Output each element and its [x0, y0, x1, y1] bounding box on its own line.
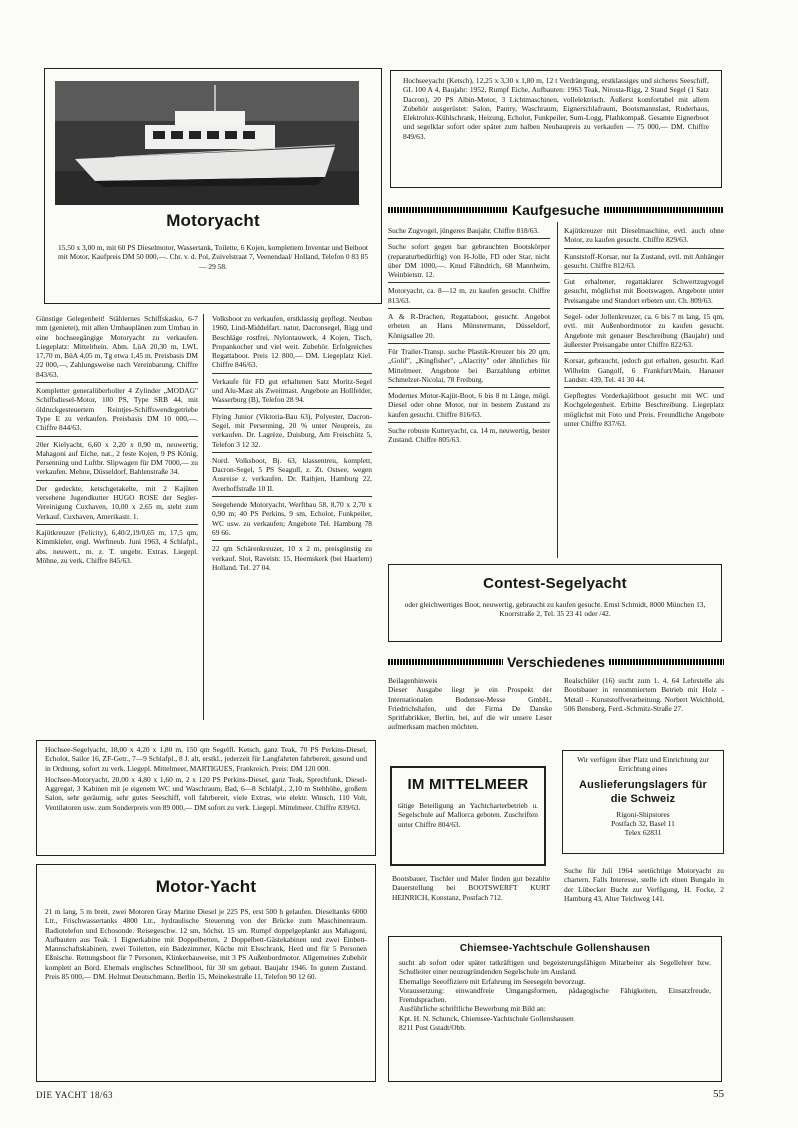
ad-title: Chiemsee-Yachtschule Gollenshausen — [459, 943, 651, 954]
ad-body: Hochseeyacht (Ketsch), 12,25 x 3,30 x 1,80 m, 12 t Verdrängung, erstklassiges und sicheres Seeschiff, GL 100 A 4, Baujahr: 1952, Rumpf Eiche, Aufbauten: 1963 Teak, Nirosta-Rigg, 2 Stand Segel (1 Satz Dacron), 20 PS Albin-Motor, 3 Lichtmaschinen, vollelektrisch. Äußerst komfortabel mit allem Zubehör ausgerüstet: Salon, Pantry, Waschraum, Eignerschlafraum, Bootsmannslast, Ruderhaus, Elektrolux-Kühlschrank, Heizung, Echolot, Funkpeiler, Sum-Logg, Plathkompaß. Gesamte Eignerboot und segelklar sofort oder später zum halben Neubaupreis zu verkaufen — 75 000,— DM. Chiffre 849/63. — [403, 76, 709, 141]
classified-ad: Kompletter generalüberholter 4 Zylinder „MODAG" Schiffsdiesel-Motor, 100 PS, Type SRB 44, mit öldruckgesteuertem Reintjes-Schiffswendegetriebe Type E zu verkaufen. Preisbasis DM 10 000,—. Chiffre 844/63. — [36, 386, 198, 433]
verschiedenes-heading — [388, 654, 724, 670]
classified-ad: Verkaufe für FD gut erhaltenen Satz Moritz-Segel und Alu-Mast als Zweitmast. Angebote an Hollfelder, Wasserburg (B), Telefon 28 94. — [212, 376, 372, 405]
classified-ad: Gut erhaltener, regattaklarer Schwertzugvogel gesucht, möglichst mit Bootswagen. Angebote unter Preisangabe und Standort erbeten unt. Ch. 809/63. — [564, 277, 724, 305]
classified-ad: Korsar, gebraucht, jedoch gut erhalten, gesucht. Karl Wilhelm Gangolf, 6 Frankfurt/Main, Hanauer Landstr. 439, Tel. 41 30 44. — [564, 356, 724, 384]
footer-magazine: DIE YACHT 18/63 — [36, 1090, 113, 1100]
classified-ad: Günstige Gelegenheit! Stählernes Schiffskasko, 6-7 mm (genietet), mit allen Umbauplänen zum Umbau in eine hochseegängige Motoryacht zu verkaufen. Liegeplatz: Mittelrhein. Abm. LüA 20,30 m, LWL 17,70 m, BüA 4,05 m, Tg etwa 1,45 m. Preisbasis DM 22 000,—, Zahlungsweise nach Vereinbarung. Chiffre 843/63. — [36, 314, 198, 379]
classified-ad: Für Trailer-Transp. suche Plastik-Kreuzer bis 20 qm, „Golif", „Kingfisher", „Alacrity" oder ähnliches für Mittelmeer. Angebote bei Barzahlung erbittet Schmelzer-Nicolai, 78 Freiburg. — [388, 346, 550, 384]
section-title: Verschiedenes — [506, 654, 606, 670]
ad-body: 21 m lang, 5 m breit, zwei Motoren Gray Marine Diesel je 225 PS, erst 500 h gelaufen. Dieseltanks 6000 Ltr., Frischwassertanks 4800 Ltr., hydraulische Steuerung von der Brücke zum Maschinenraum. Radiotelefon und Echosonde. Reisegeschw. 12 sm, höchst. 15 sm. Rumpf doppelgeplankt aus Mahagoni, Aufbauten aus Teak. 1 Eignerkabine mit Doppelbetten, 2 Doppelbett-Gästekabinen und zwei Einbett-Mannschaftskabinen, zwei Toiletten, ein Badezimmer, Küche mit Elsschrank, Herd und für 5 Personen Eßnische. Rettungsboot für 7 Personen, Klinkerbauweise, mit 3 PS Außenbordmotor. Allgemeines Zubehör komplett an Bord. Ehemals englisches Schnellboot, für 30 sm gebaut. Baujahr 1946. In gutem Zustand. Preis 85 000,— DM. Helmut Deutschmann, Berlin 15, Meinekestraße 11, Telefon 90 12 60. — [45, 907, 367, 982]
classified-ad: Segel- oder Jollenkreuzer, ca. 6 bis 7 m lang, 15 qm, evtl. mit Außenbordmotor zu kaufen gesucht. Angebote mit genauer Beschreibung (Baujahr) und äußerster Preisangabe unter Chiffre 822/63. — [564, 312, 724, 349]
ad-title: Motor-Yacht — [155, 877, 257, 896]
classified-ad: Suche sofort gegen bar gebrauchten Bootskörper (reparaturbedürftig) von H-Jolle, FD oder Star, nicht über DM 1000,—. Knud Fähndrich, 68 Mannheim, Weinbietstr. 12. — [388, 242, 550, 280]
page-number: 55 — [713, 1088, 724, 1100]
column-2 — [212, 314, 372, 572]
ad-body: sucht ab sofort oder später tatkräftigen und begeisterungsfähigen Mitarbeiter als Segellehrer bzw. Schulleiter einer neuzugründenden Segelschule im Ausland. Ehemalige Seeoffiziere mit Erfahrung im Seesegeln bevorzugt. Voraussetzung: einwandfreie Umgangsformen, pädagogische Fähigkeiten, Einsatzfreude, Fremdsprachen. Ausführliche schriftliche Bewerbung mit Bild an: Kpt. H. N. Schunck, Chiemsee-Yachtschule Gollenshausen 8211 Post Gstadt/Obb. — [399, 958, 711, 1033]
classified-ad: Nord. Volksboot, Bj. 63, klassentreu, komplett, Dacron-Segel, 5 PS Seagull, z. Zt. Ostsee, wegen Ausreise z. verkaufen. Dr. Rathjen, Hamburg 22, Averhoffstraße 10 II. — [212, 455, 372, 493]
classified-ad: Hochsee-Motoryacht, 20,00 x 4,80 x 1,60 m, 2 x 120 PS Perkins-Diesel, ganz Teak, Sprechfunk, Diesel-Aggregat, 3 Kabinen mit je eigenem WC und Waschraum, Bad, 6—8 Schlafpl., 2,10 m Stehhöhe, großem Salon, sehr geräumig, sehr gutes Seeschiff, voll fahrbereit, viele Extras, wie elektr. Winsch, 110 Volt, Ventilatoren usw. zum Sonderpreis von 89 000,— DM sofort zu verk. Liegepl. Mittelmeer. Chiffre 839/63. — [45, 774, 367, 812]
classified-ad: A & R-Drachen, Regattaboot, gesucht. Angebot erbeten an Hans Münstermann, Düsseldorf, Königsallee 20. — [388, 312, 550, 340]
ad-title: IM MITTELMEER — [407, 776, 529, 793]
yacht-photo — [55, 81, 359, 205]
classified-ad: Motoryacht, ca. 8—12 m, zu kaufen gesucht. Chiffre 813/63. — [388, 286, 550, 305]
classified-ad: Kunststoff-Korsar, nur Ia Zustand, evtl. mit Anhänger gesucht. Chiffre 812/63. — [564, 251, 724, 270]
section-title: Kaufgesuche — [512, 202, 600, 218]
classified-ad: Seegehende Motoryacht, Werftbau 58, 8,70 x 2,70 x 0,90 m; 40 PS Perkins, 9 sm, Echolot, Funkpeiler, WC usw. zu verkaufen; Angebote Tel. Hamburg 78 69 66. — [212, 500, 372, 537]
column-divider — [557, 222, 558, 558]
classified-ad: Gepflegtes Vorderkajütboot gesucht mit WC und Kochgelegenheit. Erbitte Beschreibung. Liegeplatz möglichst mit Foto und Preis. Freundliche Angebote unter Chiffre 837/63. — [564, 391, 724, 429]
kaufgesuche-right — [564, 226, 724, 428]
ad-address: Rigoni-Shipstores Postfach 32, Basel 11 Telex 62831 — [611, 809, 675, 838]
classified-ad: 20er Kielyacht, 6,60 x 2,20 x 0,90 m, neuwertig, Mahagoni auf Eiche, nat., 2 feste Kojen, 9 PS König, Persenning und Luftbr. Slipwagen für DM 7000,— zu verkaufen. Mehne, Düsseldorf, Bahlenstraße 34. — [36, 439, 198, 477]
ad-ketsch — [390, 70, 722, 188]
column-divider — [203, 314, 204, 720]
column-1 — [36, 314, 198, 565]
classified-ad: Hochsee-Segelyacht, 18,00 x 4,20 x 1,80 m, 150 qm Segelfl. Ketsch, ganz Teak, 70 PS Perkins-Diesel, Echolot, Sailor 16, ZF-Getr., 7—9 Schlafpl., 8 J. alt, erstkl., jederzeit für Langfahrten fahrbereit, gesund und in Ordnung, sofort zu verk. Liegepl. Mittelmeer, MARTIGUES, Frankreich. Preis: DM 120 000. — [45, 745, 367, 773]
beilagenhinweis: Beilagenhinweis Dieser Ausgabe liegt je ein Prospekt der Internationalen Bodensee-Messe GmbH., Friedrichshafen, und der Firma De Danske Spritfabrikker, Berlin, bei, auf die wir unsere Leser aufmerksam machen möchten. — [388, 676, 552, 732]
ad-body: tätige Beteiligung an Yachtcharterbetrieb u. Segelschule auf Mallorca geboten. Zuschriften unter Chiffre 804/63. — [398, 801, 538, 829]
classified-ad: Kajütkreuzer mit Dieselmaschine, evtl. auch ohne Motor, zu kaufen gesucht. Chiffre 829/63. — [564, 226, 724, 245]
ad-contest — [388, 564, 722, 642]
classified-ad: Volksboot zu verkaufen, erstklassig gepflegt. Neubau 1960, Lind-Middelfart. natur, Dacronsegel, Rigg und Beschläge rostfrei, Nylontauwerk, 4 Kojen, Tisch, Propankocher und viel weit. Zubehör. Erfolgreiches Regattaboot. Preis 12 800,— DM. Liegeplatz Kiel. Chiffre 846/63. — [212, 314, 372, 370]
ad-motor-yacht — [36, 864, 376, 1082]
ad-intro: Wir verfügen über Platz und Einrichtung zur Errichtung eines — [577, 755, 709, 774]
ad-title: Auslieferungslagers für die Schweiz — [578, 778, 708, 805]
ad-rigoni — [562, 750, 724, 854]
kaufgesuche-heading — [388, 202, 724, 218]
bootsbauer-ad: Bootsbauer, Tischler und Maler finden gut bezahlte Dauerstellung bei BOOTSWERFT KURT HEINRICH, Konstanz, Postfach 712. — [392, 874, 550, 902]
charter-request-ad: Suche für Juli 1964 seetüchtige Motoryacht zu chartern. Falls Interesse, stelle ich einen Bungalo in der Lübecker Bucht zur Verfügung, H. Focke, 2 Hamburg 43, Alter Teichweg 141. — [564, 866, 724, 903]
classified-ad: Der gedeckte, ketschgetakelte, mit 2 Kajüten versehene Jugendkutter HUGO ROSE der Segler-Vereinigung Cuxhaven, 10,00 x 2,65 m, steht zum Verkauf. Cuxhaven, Amerikastr. 1. — [36, 483, 198, 521]
ad-body: 15,50 x 3,00 m, mit 60 PS Dieselmotor, Wassertank, Toilette, 6 Kojen, komplettem Inventar und Beiboot mit Motor, Kaufpreis DM 50 000,—. Chr. v. d. Pol, Zuivelstraat 7, Veenendaal/ Holland, Telefon 0 83 85 — 29 58. — [57, 243, 369, 271]
classified-ad: 22 qm Schärenkreuzer, 10 x 2 m, preisgünstig zu verkauf. Slot, Raveistr. 15, Heemskerk (bei Haarlem) Holland. Tel. 27 04. — [212, 544, 372, 572]
ad-title: Contest-Segelyacht — [483, 575, 627, 592]
classified-ad: Suche robuste Kutteryacht, ca. 14 m, neuwertig, bester Zustand. Chiffre 805/63. — [388, 426, 550, 445]
classified-ad: Kajütkreuzer (Felicity), 6,40/2,19/0,65 m, 17,5 qm, Kimmkieler, engl. Werftneub. Juni 1963, 4 Schlafpl., abs. neuwert., m. z. T. ungebr. Extras. Liegepl. Möhne, zu verk. Chiffre 845/63. — [36, 527, 198, 565]
ad-title: Motoryacht — [166, 211, 260, 230]
classified-ad: Suche Zugvogel, jüngeres Baujahr. Chiffre 818/63. — [388, 226, 539, 235]
ad-motoryacht-photo — [44, 68, 382, 304]
realschueler-ad: Realschüler (16) sucht zum 1. 4. 64 Lehrstelle als Bootsbauer in renommiertem Betrieb mit Holz - Metall - Kunststoffverarbeitung. Norbert Weichhold, 506 Bensberg, Ferd.-Schmitz-Straße 27. — [564, 676, 724, 713]
classified-ad: Modernes Motor-Kajüt-Boot, 6 bis 8 m Länge, mögl. Diesel oder ohne Motor, nur in bestem Zustand zu kaufen gesucht. Chiffre 816/63. — [388, 391, 550, 419]
classified-ad: Flying Junior (Viktoria-Bau 63), Polyester, Dacron-Segel, mit Persenning, 20 % unter Neupreis, zu verkaufen. Dr. Lagrèze, Duisburg, Am Freischütz 5, Telefon 3 12 32. — [212, 411, 372, 449]
ad-body: oder gleichwertiges Boot, neuwertig, gebraucht zu kaufen gesucht. Ernst Schmidt, 8000 München 13, Knorrstraße 2, Tel. 35 23 41 oder /42. — [404, 600, 706, 619]
ad-chiemsee — [388, 936, 722, 1082]
ad-mittelmeer — [390, 766, 546, 866]
kaufgesuche-left — [388, 226, 550, 445]
ad-hochsee-box — [36, 740, 376, 856]
